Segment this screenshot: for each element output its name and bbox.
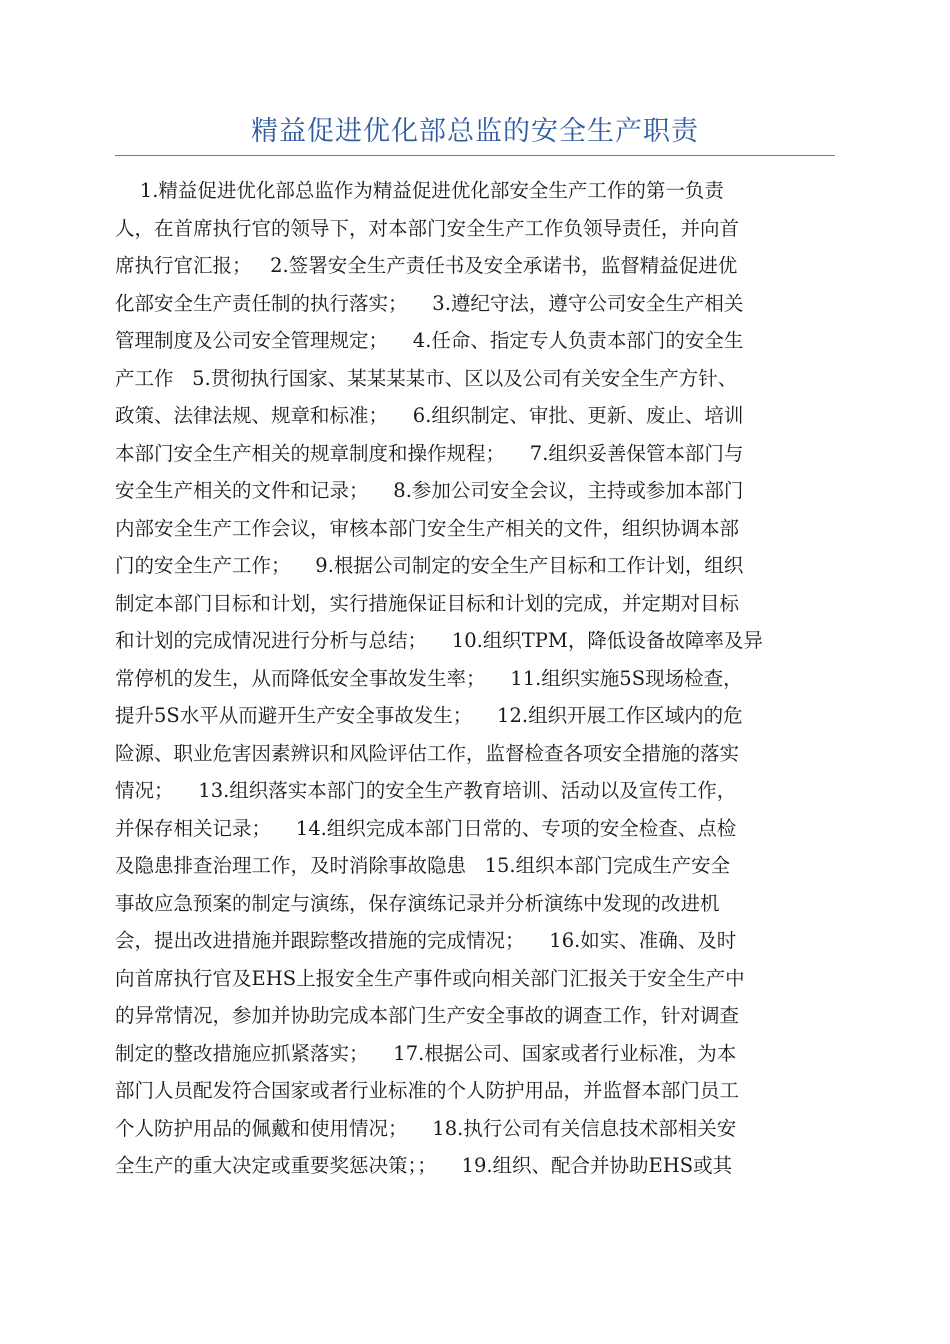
body-line: 人，在首席执行官的领导下，对本部门安全生产工作负领导责任，并向首: [115, 216, 740, 240]
body-line: 本部门安全生产相关的规章制度和操作规程； 7.组织妥善保管本部门与: [115, 441, 744, 465]
body-line: 安全生产相关的文件和记录； 8.参加公司安全会议，主持或参加本部门: [115, 479, 744, 502]
body-line: 并保存相关记录； 14.组织完成本部门日常的、专项的安全检查、点检: [115, 816, 737, 840]
body-line: 席执行官汇报； 2.签署安全生产责任书及安全承诺书，监督精益促进优: [115, 254, 738, 277]
body-line: 1.精益促进优化部总监作为精益促进优化部安全生产工作的第一负责: [115, 179, 724, 202]
body-line: 的异常情况，参加并协助完成本部门生产安全事故的调查工作，针对调查: [115, 1004, 740, 1027]
body-line: 部门人员配发符合国家或者行业标准的个人防护用品，并监督本部门员工: [115, 1079, 740, 1102]
body-line: 政策、法律法规、规章和标准； 6.组织制定、审批、更新、废止、培训: [115, 404, 744, 427]
body-line: 险源、职业危害因素辨识和风险评估工作，监督检查各项安全措施的落实: [115, 741, 740, 765]
title-underline: [115, 155, 835, 156]
body-line: 内部安全生产工作会议，审核本部门安全生产相关的文件，组织协调本部: [115, 516, 740, 540]
body-line: 管理制度及公司安全管理规定； 4.任命、指定专人负责本部门的安全生: [115, 329, 744, 352]
body-line: 向首席执行官及EHS上报安全生产事件或向相关部门汇报关于安全生产中: [115, 966, 745, 990]
body-line: 提升5S水平从而避开生产安全事故发生； 12.组织开展工作区域内的危: [115, 704, 743, 727]
document-title: 精益促进优化部总监的安全生产职责: [251, 116, 699, 147]
document-body: [115, 172, 837, 1185]
body-line: 产工作 5.贯彻执行国家、某某某某市、区以及公司有关安全生产方针、: [115, 366, 738, 390]
body-line: 化部安全生产责任制的执行落实； 3.遵纪守法，遵守公司安全生产相关: [115, 291, 744, 315]
body-line: 常停机的发生，从而降低安全事故发生率； 11.组织实施5S现场检查，: [115, 666, 743, 690]
body-line: 和计划的完成情况进行分析与总结； 10.组织TPM，降低设备故障率及异: [115, 629, 763, 652]
body-line: 情况； 13.组织落实本部门的安全生产教育培训、活动以及宣传工作，: [115, 779, 737, 802]
body-line: 事故应急预案的制定与演练，保存演练记录并分析演练中发现的改进机: [115, 891, 720, 915]
body-line: 及隐患排查治理工作，及时消除事故隐患 15.组织本部门完成生产安全: [115, 854, 731, 877]
body-line: 门的安全生产工作； 9.根据公司制定的安全生产目标和工作计划，组织: [115, 554, 744, 577]
body-line: 全生产的重大决定或重要奖惩决策；； 19.组织、配合并协助EHS或其: [115, 1154, 733, 1177]
body-line: 制定的整改措施应抓紧落实； 17.根据公司、国家或者行业标准，为本: [115, 1041, 737, 1065]
body-line: 个人防护用品的佩戴和使用情况； 18.执行公司有关信息技术部相关安: [115, 1116, 737, 1140]
body-line: 会，提出改进措施并跟踪整改措施的完成情况； 16.如实、准确、及时: [115, 929, 737, 952]
body-line: 制定本部门目标和计划，实行措施保证目标和计划的完成，并定期对目标: [115, 591, 740, 615]
